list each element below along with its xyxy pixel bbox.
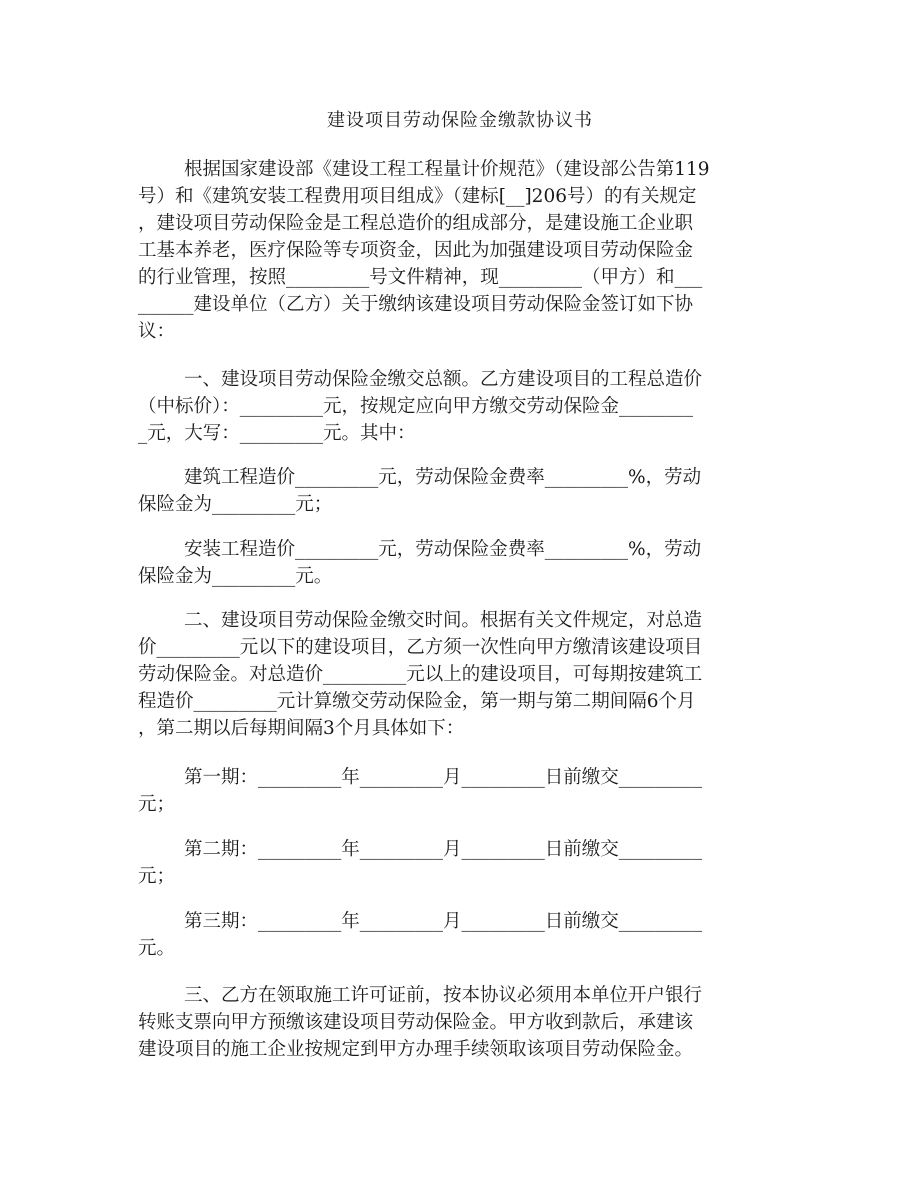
document-title: 建设项目劳动保险金缴款协议书 [327,110,593,131]
clause-2-line-2: 价_________元以下的建设项目，乙方须一次性向甲方缴清该建设项目 [138,637,703,658]
clause-2-line-4: 程造价_________元计算缴交劳动保险金，第一期与第二期间隔6个月 [138,691,696,712]
clause-2-line-3: 劳动保险金。对总造价_________元以上的建设项目，可每期按建筑工 [138,664,703,685]
construction-cost-line-1: 建筑工程造价_________元，劳动保险金费率_________%，劳动 [184,467,702,488]
period-2-line-1: 第二期：_________年_________月_________日前缴交_________ [184,839,703,860]
intro-line-5: 的行业管理，按照_________号文件精神，现_________（甲方）和___ [138,267,703,288]
intro-line-1: 根据国家建设部《建设工程工程量计价规范》（建设部公告第119 [184,159,710,180]
intro-line-7: 议： [138,321,176,342]
intro-line-6: ______建设单位（乙方）关于缴纳该建设项目劳动保险金签订如下协 [138,294,694,315]
intro-line-3: ，建设项目劳动保险金是工程总造价的组成部分，是建设施工企业职 [138,213,694,234]
clause-3-line-3: 建设项目的施工企业按规定到甲方办理手续领取该项目劳动保险金。 [138,1039,694,1060]
period-1-line-2: 元； [138,794,176,815]
period-1-line-1: 第一期：_________年_________月_________日前缴交_________ [184,767,703,788]
period-2-line-2: 元； [138,866,176,887]
clause-3-line-1: 三、乙方在领取施工许可证前，按本协议必须用本单位开户银行 [184,985,703,1006]
period-3-line-2: 元。 [138,938,176,959]
construction-cost-line-2: 保险金为_________元； [138,494,333,515]
clause-1-line-1: 一、建设项目劳动保险金缴交总额。乙方建设项目的工程总造价 [184,369,703,390]
intro-line-2: 号）和《建筑安装工程费用项目组成》（建标[__]206号）的有关规定 [138,186,697,207]
intro-line-4: 工基本养老，医疗保险等专项资金，因此为加强建设项目劳动保险金 [138,240,694,261]
clause-2-line-5: ，第二期以后每期间隔3个月具体如下： [138,718,465,739]
clause-2-line-1: 二、建设项目劳动保险金缴交时间。根据有关文件规定，对总造 [184,610,703,631]
installation-cost-line-2: 保险金为_________元。 [138,566,333,587]
clause-1-line-3: _元，大写：_________元。其中： [138,423,416,444]
clause-3-line-2: 转账支票向甲方预缴该建设项目劳动保险金。甲方收到款后，承建该 [138,1012,694,1033]
clause-1-line-2: （中标价）：_________元，按规定应向甲方缴交劳动保险金________ [138,396,694,417]
period-3-line-1: 第三期：_________年_________月_________日前缴交_________ [184,911,703,932]
installation-cost-line-1: 安装工程造价_________元，劳动保险金费率_________%，劳动 [184,539,702,560]
